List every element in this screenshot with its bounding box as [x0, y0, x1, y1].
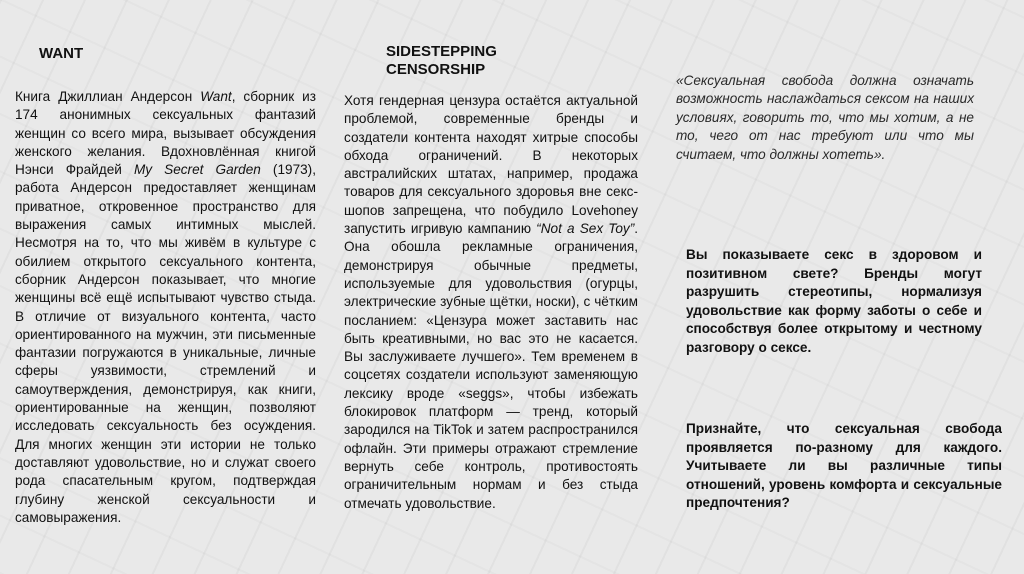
question-1-text: Вы показываете секс в здоровом и позитивном свете? Бренды могут разрушить стереотипы, нормализуя удовольствие как форму заботы о себе и способствуя более открытому и честному разговору о сексе.	[686, 247, 982, 355]
quote-text: «Сексуальная свобода должна означать возможность наслаждаться сексом на наших условиях, говорить то, что мы хотим, а не то, чего от нас требуют или что мы считаем, что должны хотеть».	[676, 73, 974, 162]
want-column	[15, 36, 316, 527]
want-paragraph	[15, 88, 316, 527]
question-block-1	[686, 246, 982, 358]
want-text-3: (1973), работа Андерсон предоставляет женщинам приватное, откровенное пространство для выражения самых интимных мыслей. Несмотря на то, что мы живём в культуре с обилием открытого сексуального контента, сборник Андерсон показывает, что многие женщины всё ещё испытывают чувство стыда. В отличие от визуального контента, часто ориентированного на мужчин, эти письменные фантазии погружаются в уникальные, личные сферы уязвимости, стремлений и самоутверждения, демонстрируя, как книги, ориентированные на женщин, позволяют исследовать сексуальность без осуждения. Для многих женщин эти истории не только доставляют удовольствие, но и служат своего рода спасательным кругом, подтверждая глубину женской сексуальности и самовыражения.	[15, 162, 316, 525]
question-block-2	[686, 420, 1002, 513]
sidestepping-text-2: . Она обошла рекламные ограничения, демонстрируя обычные предметы, используемые для удовольствия (огурцы, электрические зубные щётки, носки), с чётким посланием: «Цензура может заставить нас быть креативными, но вас это не касается. Вы заслуживаете лучшего». Тем временем в соцсетях создатели используют заменяющую лексику вроде «seggs», чтобы избежать блокировок платформ — тренд, который зародился на TikTok и затем распространился офлайн. Эти примеры отражают стремление вернуть себе контроль, противостоять ограничительным нормам и без стыда отмечать удовольствие.	[344, 221, 639, 511]
sidestepping-text-1: Хотя гендерная цензура остаётся актуальной проблемой, современные бренды и создатели контента находят хитрые способы обхода ограничений. В некоторых австралийских штатах, например, продажа товаров для сексуального здоровья вне секс-шопов запрещена, что побудило Lovehoney запустить игривую кампанию	[344, 93, 638, 237]
question-2-text: Признайте, что сексуальная свобода проявляется по-разному для каждого. Учитываете ли вы различные типы отношений, уровень комфорта и сексуальные предпочтения?	[686, 421, 1002, 511]
sidestepping-heading-line2: CENSORSHIP	[386, 61, 486, 78]
sidestepping-heading-line1: SIDESTEPPING	[386, 43, 497, 60]
want-text-1: Книга Джиллиан Андерсон	[15, 89, 201, 104]
quote-block	[676, 72, 974, 164]
want-book-title: Want	[200, 89, 232, 104]
secret-garden-title: My Secret Garden	[133, 162, 261, 178]
want-heading: WANT	[39, 45, 84, 62]
sidestepping-heading	[386, 43, 638, 79]
sidestepping-column	[344, 36, 638, 513]
campaign-name: “Not a Sex Toy”	[536, 221, 635, 237]
want-text-2: , сборник из 174 анонимных сексуальных фантазий женщин со всего мира, вызывает обсуждения женского желания. Вдохновлённая книгой Нэнси Фрайдей	[15, 89, 316, 178]
sidestepping-paragraph	[344, 92, 638, 513]
